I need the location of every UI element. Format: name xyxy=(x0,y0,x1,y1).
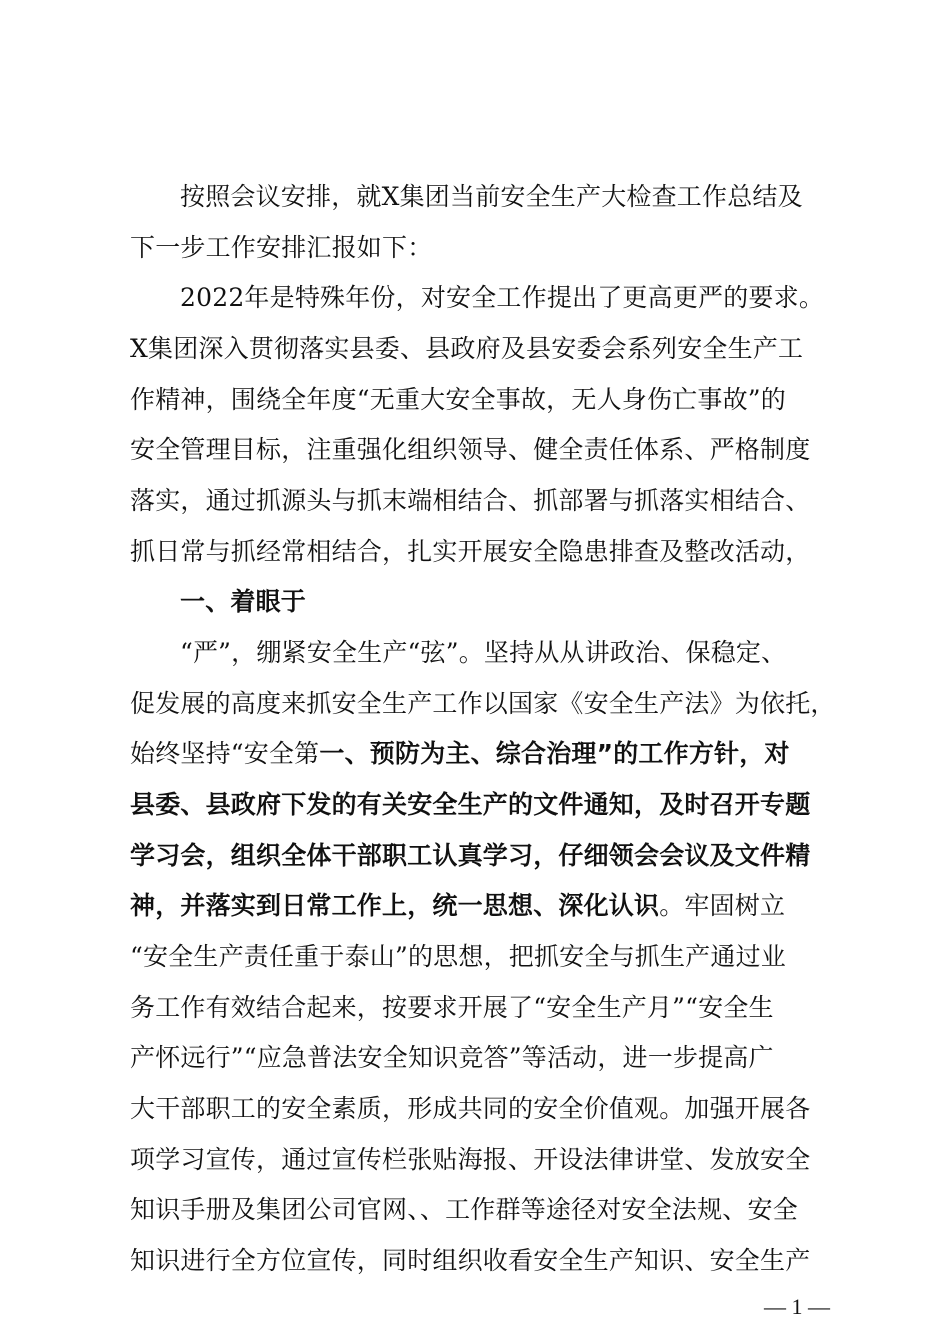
paragraph3-line6-normal: 。牢固树立 xyxy=(659,891,786,920)
paragraph3-line11: 项学习宣传，通过宣传栏张贴海报、开设法律讲堂、发放安全 xyxy=(130,1145,811,1174)
paragraph3-line6 xyxy=(130,889,830,923)
paragraph3-line2: 促发展的高度来抓安全生产工作以国家《安全生产法》为依托， xyxy=(130,689,836,718)
paragraph3-line8: 务工作有效结合起来，按要求开展了“安全生产月”“安全生 xyxy=(130,993,774,1022)
paragraph2-line2: X集团深入贯彻落实县委、县政府及县安委会系列安全生产工 xyxy=(130,334,804,363)
paragraph2-line5: 落实，通过抓源头与抓末端相结合、抓部署与抓落实相结合、 xyxy=(130,486,811,515)
section1-heading: 一、着眼于 xyxy=(180,587,307,616)
paragraph2-line3: 作精神，围绕全年度“无重大安全事故，无人身伤亡事故”的 xyxy=(130,385,786,414)
paragraph3-line9: 产怀远行”“应急普法安全知识竞答”等活动，进一步提高广 xyxy=(130,1043,774,1072)
paragraph3-line3-bold: 一、预防为主、综合治理”的工作方针，对 xyxy=(319,739,790,768)
paragraph1-line2: 下一步工作安排汇报如下： xyxy=(130,233,433,262)
paragraph2-line6: 抓日常与抓经常相结合，扎实开展安全隐患排查及整改活动， xyxy=(130,537,811,566)
paragraph3-line6-bold: 神，并落实到日常工作上，统一思想、深化认识 xyxy=(130,891,660,920)
paragraph3-line12: 知识手册及集团公司官网、、工作群等途径对安全法规、安全 xyxy=(130,1195,798,1224)
page-number: — 1 — xyxy=(764,1294,830,1319)
paragraph2-line1: 2022年是特殊年份，对安全工作提出了更高更严的要求。 xyxy=(180,283,825,312)
paragraph1-line1: 按照会议安排，就X集团当前安全生产大检查工作总结及 xyxy=(180,182,803,211)
paragraph2-line4: 安全管理目标，注重强化组织领导、健全责任体系、严格制度 xyxy=(130,435,811,464)
paragraph3-line5: 学习会，组织全体干部职工认真学习，仔细领会会议及文件精 xyxy=(130,841,811,870)
paragraph3-line4: 县委、县政府下发的有关安全生产的文件通知，及时召开专题 xyxy=(130,790,811,819)
paragraph3-line3-normal: 始终坚持“安全第 xyxy=(130,739,320,768)
paragraph3-line3 xyxy=(130,737,830,771)
paragraph3-line7: “安全生产责任重于泰山”的思想，把抓安全与抓生产通过业 xyxy=(130,942,786,971)
paragraph3-line1: “严”，绷紧安全生产“弦”。坚持从从讲政治、保稳定、 xyxy=(180,638,787,667)
paragraph3-line10: 大干部职工的安全素质，形成共同的安全价值观。加强开展各 xyxy=(130,1094,811,1123)
paragraph3-line13: 知识进行全方位宣传，同时组织收看安全生产知识、安全生产 xyxy=(130,1246,811,1275)
